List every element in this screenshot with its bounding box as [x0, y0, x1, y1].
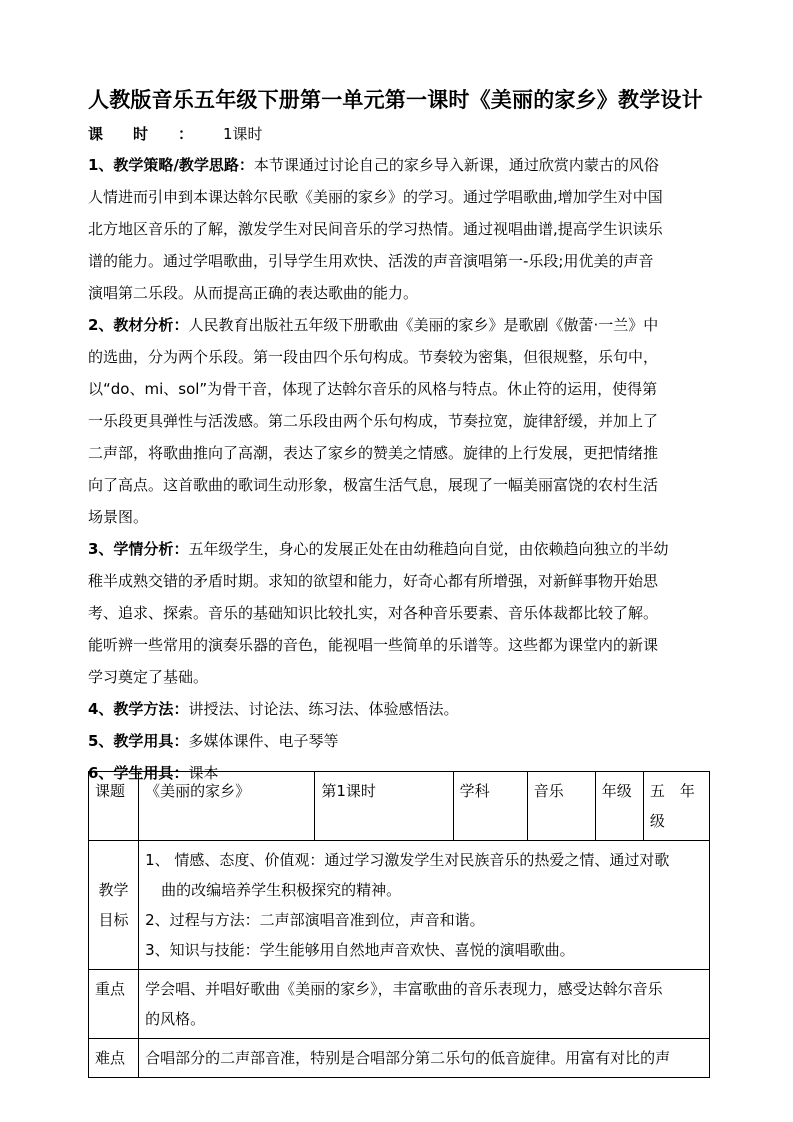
subject-label-cell: 学科: [453, 772, 527, 841]
lesson-number-cell: 第1课时: [315, 772, 453, 841]
document-body: [88, 120, 710, 789]
section-heading: 3、学情分析：: [88, 540, 189, 558]
goal-item: 2、过程与方法：二声部演唱音准到位，声音和谐。: [145, 911, 485, 929]
section-text: 五年级学生，身心的发展正处在由幼稚趋向自觉，由依赖趋向独立的半幼: [188, 540, 669, 558]
difficulties-row: [89, 1039, 710, 1078]
section-heading: 1、教学策略/教学思路：: [88, 156, 254, 174]
section-text-line: 稚半成熟交错的矛盾时期。求知的欲望和能力，好奇心都有所增强，对新鲜事物开始思: [88, 572, 659, 590]
goal-item: 曲的改编培养学生积极探究的精神。: [161, 881, 402, 899]
lesson-hours-label: 课时：: [88, 125, 224, 143]
difficulties-content-cell: [139, 1039, 710, 1078]
section-text-line: 一乐段更具弹性与活泼感。第二乐段由两个乐句构成，节奏拉宽，旋律舒缓，并加上了: [88, 412, 659, 430]
grade-label-cell: 年级: [595, 772, 643, 841]
goal-item: 3、知识与技能：学生能够用自然地声音欢快、喜悦的演唱歌曲。: [145, 941, 575, 959]
section-text-line: 学习奠定了基础。: [88, 668, 209, 686]
section-text-line: 演唱第二乐段。从而提高正确的表达歌曲的能力。: [88, 284, 419, 302]
section-text-line: 能听辨一些常用的演奏乐器的音色，能视唱一些简单的乐谱等。这些都为课堂内的新课: [88, 636, 659, 654]
key-points-line: 的风格。: [145, 1010, 206, 1028]
lesson-hours-value: 1课时: [223, 125, 263, 143]
section-text-line: 场景图。: [88, 508, 149, 526]
lesson-hours-line: [88, 120, 710, 149]
section-text: 本节课通过讨论自己的家乡导入新课，通过欣赏内蒙古的风俗: [253, 156, 659, 174]
lesson-plan-table: [88, 771, 710, 1078]
goals-label-cell: [89, 841, 139, 970]
subject-value-cell: 音乐: [527, 772, 595, 841]
section-heading: 5、教学用具：: [88, 732, 189, 750]
section-2-line: [88, 309, 710, 341]
section-text-line: 谱的能力。通过学唱歌曲，引导学生用欢快、活泼的声音演唱第一-乐段;用优美的声音: [88, 252, 654, 270]
difficulties-label-cell: 难点: [89, 1039, 139, 1078]
section-heading: 2、教材分析：: [88, 316, 189, 334]
section-text-line: 考、追求、探索。音乐的基础知识比较扎实，对各种音乐要素、音乐体裁都比较了解。: [88, 604, 659, 622]
section-3-line: [88, 533, 710, 565]
section-4-line: [88, 693, 710, 725]
section-heading: 4、教学方法：: [88, 700, 189, 718]
goals-label-line-1: 教学: [98, 881, 129, 899]
key-points-row: [89, 970, 710, 1039]
section-text-line: 二声部，将歌曲推向了高潮，表达了家乡的赞美之情感。旋律的上行发展，更把情绪推: [88, 444, 659, 462]
section-5-line: [88, 725, 710, 757]
section-text: 讲授法、讨论法、练习法、体验感悟法。: [188, 700, 459, 718]
grade-value-line-2: 级: [649, 812, 665, 830]
key-points-line: 学会唱、并唱好歌曲《美丽的家乡》，丰富歌曲的音乐表现力，感受达斡尔音乐: [145, 980, 663, 998]
page-title: 人教版音乐五年级下册第一单元第一课时《美丽的家乡》教学设计: [88, 88, 703, 112]
topic-label-cell: 课题: [89, 772, 139, 841]
section-text-line: 以“do、mi、sol”为骨干音，体现了达斡尔音乐的风格与特点。休止符的运用，使得第: [88, 380, 658, 398]
topic-value-cell: 《美丽的家乡》: [139, 772, 315, 841]
section-text-line: 向了高点。这首歌曲的歌词生动形象，极富生活气息，展现了一幅美丽富饶的农村生活: [88, 476, 659, 494]
key-points-content-cell: [139, 970, 710, 1039]
difficulties-line: 合唱部分的二声部音准，特别是合唱部分第二乐句的低音旋律。用富有对比的声: [145, 1049, 671, 1067]
goals-content-cell: [139, 841, 710, 970]
section-text-line: 人情进而引申到本课达斡尔民歌《美丽的家乡》的学习。通过学唱歌曲,增加学生对中国: [88, 188, 663, 206]
section-heading: 6、学生用具：: [88, 764, 189, 782]
goal-item: 1、 情感、态度、价值观：通过学习激发学生对民族音乐的热爱之情、通过对歌: [145, 851, 670, 869]
section-text: 多媒体课件、电子琴等: [188, 732, 339, 750]
goals-row: [89, 841, 710, 970]
section-text-line: 的选曲，分为两个乐段。第一段由四个乐句构成。节奏较为密集，但很规整，乐句中，: [88, 348, 659, 366]
goals-label-line-2: 目标: [98, 911, 129, 929]
section-text: 课本: [188, 764, 219, 782]
section-text-line: 北方地区音乐的了解，激发学生对民间音乐的学习热情。通过视唱曲谱,提高学生识读乐: [88, 220, 663, 238]
grade-value-line-1: 五 年: [649, 782, 695, 800]
section-1-line: [88, 149, 710, 181]
grade-value-cell: [643, 772, 709, 841]
key-points-label-cell: 重点: [89, 970, 139, 1039]
table-header-row: [89, 772, 710, 841]
section-text: 人民教育出版社五年级下册歌曲《美丽的家乡》是歌剧《傲蕾·一兰》中: [188, 316, 659, 334]
